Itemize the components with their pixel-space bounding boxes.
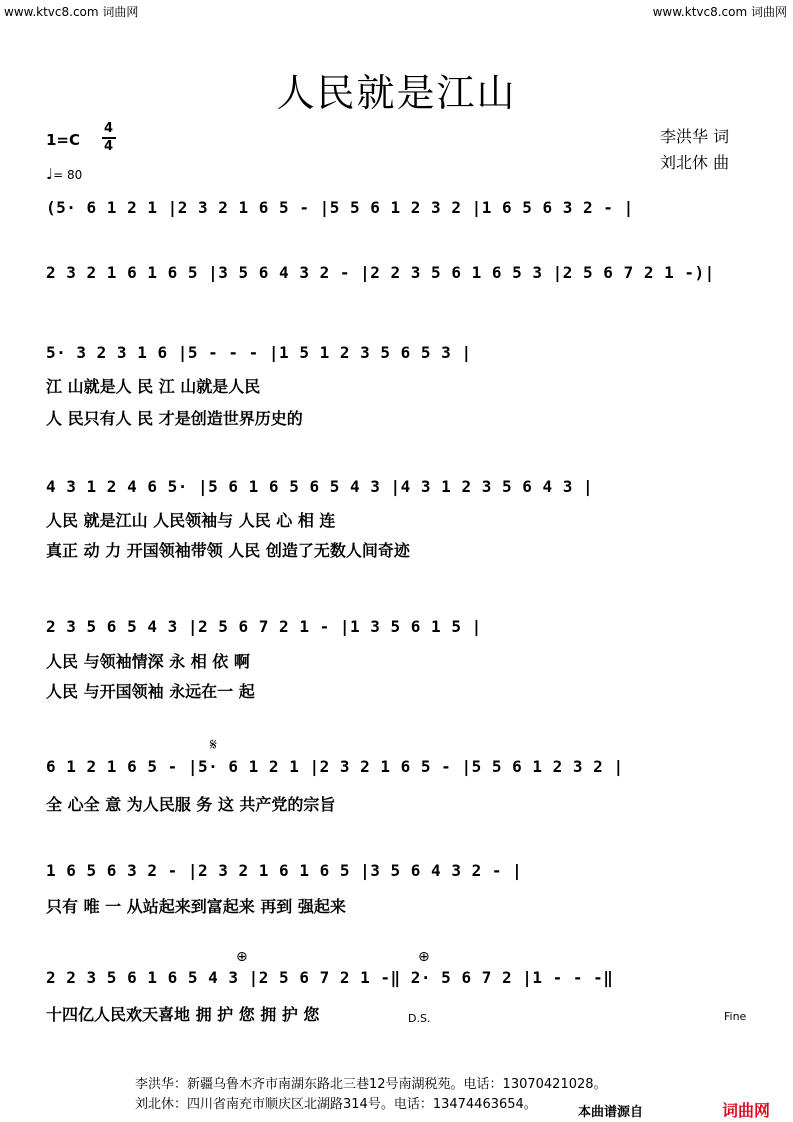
staff-notes: 6 1 2 1 6 5 - |5· 6 1 2 1 |2 3 2 1 6 5 - |5 5 6 1 2 3 2 | bbox=[46, 757, 624, 776]
ds-marking: D.S. bbox=[408, 1012, 431, 1025]
coda-mark-1: ⊕ bbox=[236, 949, 248, 965]
site-header-left[interactable]: www.ktvc8.com 词曲网 bbox=[4, 5, 139, 19]
site-header-right[interactable]: www.ktvc8.com 词曲网 bbox=[652, 5, 787, 19]
composer-credit: 刘北休 曲 bbox=[660, 153, 730, 172]
key-signature: 1=C bbox=[46, 131, 81, 149]
composer-contact: 刘北休：四川省南充市顺庆区北湖路314号。电话：13474463654。 bbox=[135, 1097, 537, 1112]
lyricist-contact: 李洪华：新疆乌鲁木齐市南湖东路北三巷12号南湖税苑。电话：13070421028。 bbox=[135, 1077, 607, 1092]
quarter-note-icon: ♩ bbox=[46, 165, 54, 183]
tempo-marking: ♩= 80 bbox=[46, 165, 83, 183]
song-title: 人民就是江山 bbox=[276, 71, 517, 115]
lyrics-verse-1: 人民 就是江山 人民领袖与 人民 心 相 连 bbox=[46, 511, 336, 530]
lyrics-verse-1: 人民 与领袖情深 永 相 依 啊 bbox=[46, 652, 250, 671]
staff-notes: 5· 3 2 3 1 6 |5 - - - |1 5 1 2 3 5 6 5 3 | bbox=[46, 343, 472, 362]
lyrics-verse-1: 十四亿人民欢天喜地 拥 护 您 拥 护 您 bbox=[46, 1005, 320, 1024]
fine-marking: Fine bbox=[724, 1010, 747, 1023]
staff-notes: 4 3 1 2 4 6 5· |5 6 1 6 5 6 5 4 3 |4 3 1 2 3 5 6 4 3 | bbox=[46, 477, 594, 496]
lyrics-verse-1: 只有 唯 一 从站起来到富起来 再到 强起来 bbox=[46, 897, 346, 916]
staff-notes: 1 6 5 6 3 2 - |2 3 2 1 6 1 6 5 |3 5 6 4 3 2 - | bbox=[46, 861, 523, 880]
lyricist-credit: 李洪华 词 bbox=[660, 127, 730, 146]
lyrics-verse-1: 全 心全 意 为人民服 务 这 共产党的宗旨 bbox=[46, 795, 336, 814]
staff-notes: 2 3 2 1 6 1 6 5 |3 5 6 4 3 2 - |2 2 3 5 6 1 6 5 3 |2 5 6 7 2 1 -)| bbox=[46, 263, 715, 282]
lyrics-verse-2: 真正 动 力 开国领袖带领 人民 创造了无数人间奇迹 bbox=[46, 541, 410, 560]
lyrics-verse-2: 人民 与开国领袖 永远在一 起 bbox=[46, 682, 255, 701]
time-signature-top: 4 bbox=[104, 121, 114, 136]
staff-notes: 2 2 3 5 6 1 6 5 4 3 |2 5 6 7 2 1 -‖ 2· 5 6 7 2 |1 - - -‖ bbox=[46, 968, 614, 987]
coda-mark-2: ⊕ bbox=[418, 949, 430, 965]
lyrics-verse-1: 江 山就是人 民 江 山就是人民 bbox=[46, 377, 261, 396]
staff-notes: 2 3 5 6 5 4 3 |2 5 6 7 2 1 - |1 3 5 6 1 5 | bbox=[46, 617, 482, 636]
segno-mark: 𝄋 bbox=[210, 735, 217, 754]
site-logo[interactable]: 词曲网 bbox=[722, 1101, 771, 1120]
source-note: 本曲谱源自 bbox=[578, 1105, 644, 1120]
lyrics-verse-2: 人 民只有人 民 才是创造世界历史的 bbox=[46, 409, 303, 428]
time-signature-bottom: 4 bbox=[104, 139, 114, 154]
staff-notes: (5· 6 1 2 1 |2 3 2 1 6 5 - |5 5 6 1 2 3 2 |1 6 5 6 3 2 - | bbox=[46, 198, 634, 217]
